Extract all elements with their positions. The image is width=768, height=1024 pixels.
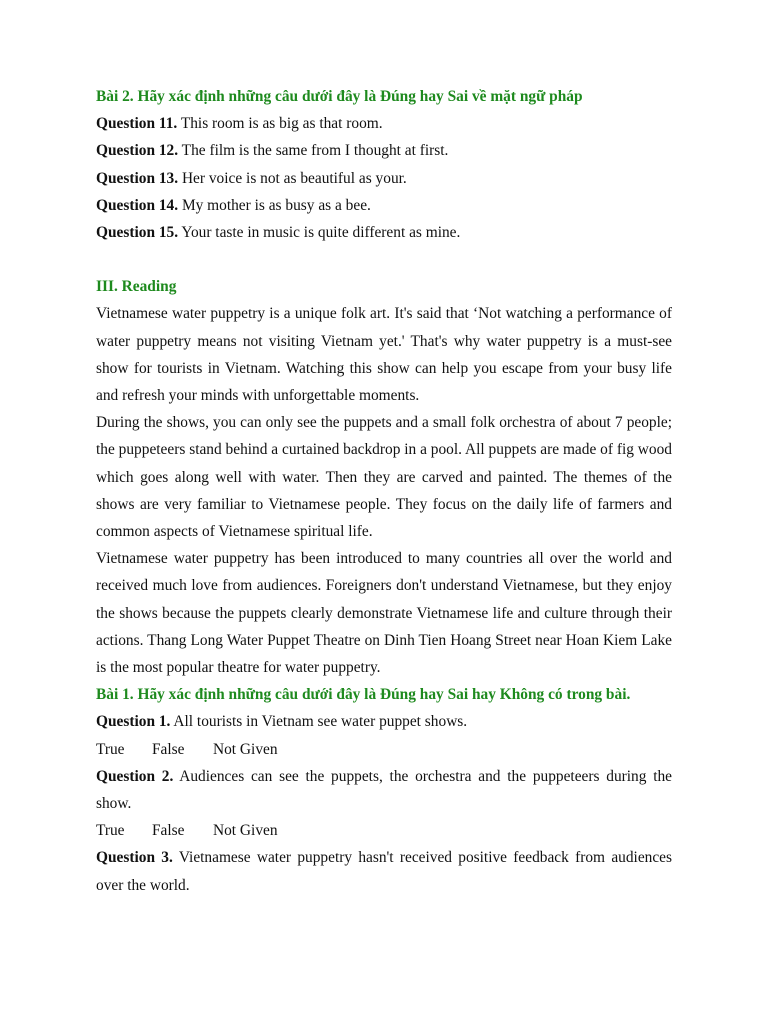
question-text: Your taste in music is quite different as mine. [178,224,461,242]
reading-paragraph-3: Vietnamese water puppetry has been introduced to many countries all over the world and received much love from audiences. Foreigners don't understand Vietnamese, but they enjoy the shows because the puppets clearly demonstrate Vietnamese life and culture through their actions. Thang Long Water Puppet Theatre on Dinh Tien Hoang Street near Hoan Kiem Lake is the most popular theatre for water puppetry. [96,550,672,677]
grammar-question-11 [96,110,672,137]
question-text: Vietnamese water puppetry hasn't received positive feedback from audiences over the world. [96,849,672,894]
question-label: Question 2. [96,767,174,785]
question-label: Question 1. [96,713,171,731]
option-false: False [152,822,185,840]
option-false: False [152,740,185,758]
question-label: Question 13. [96,169,179,187]
tf-question-2 [96,763,672,817]
answer-options [96,736,672,763]
option-not-given: Not Given [213,740,278,758]
spacer [96,246,672,273]
true-false-section-heading: Bài 1. Hãy xác định những câu dưới đây là Đúng hay Sai hay Không có trong bài. [96,686,631,704]
question-label: Question 12. [96,142,179,160]
option-true: True [96,740,125,758]
question-text: Her voice is not as beautiful as your. [178,169,407,187]
question-text: This room is as big as that room. [177,115,383,133]
answer-options [96,817,672,844]
grammar-question-12 [96,137,672,164]
question-label: Question 14. [96,196,179,214]
reading-paragraph-1: Vietnamese water puppetry is a unique folk art. It's said that ‘Not watching a performance of water puppetry means not visiting Vietnam yet.' That's why water puppetry is a must-see show for tourists in Vietnam. Watching this show can help you escape from your busy life and refresh your minds with unforgettable moments. [96,305,672,405]
question-label: Question 15. [96,224,179,242]
option-true: True [96,822,125,840]
reading-paragraph-2: During the shows, you can only see the puppets and a small folk orchestra of about 7 people; the puppeteers stand behind a curtained backdrop in a pool. All puppets are made of fig wood which goes along well with water. Then they are carved and painted. The themes of the shows are very familiar to Vietnamese people. They focus on the daily life of farmers and common aspects of Vietnamese spiritual life. [96,414,672,541]
question-label: Question 11. [96,115,178,133]
grammar-question-14 [96,192,672,219]
question-text: All tourists in Vietnam see water puppet shows. [170,713,468,731]
question-text: Audiences can see the puppets, the orchestra and the puppeteers during the show. [96,767,672,813]
tf-question-1 [96,708,672,735]
option-not-given: Not Given [213,822,278,840]
grammar-section-heading: Bài 2. Hãy xác định những câu dưới đây là Đúng hay Sai về mặt ngữ pháp [96,88,583,105]
grammar-question-13 [96,165,672,192]
question-text: The film is the same from I thought at first. [178,142,449,160]
question-text: My mother is as busy as a bee. [178,196,371,214]
grammar-question-15 [96,219,672,246]
tf-question-3 [96,844,672,898]
question-label: Question 3. [96,849,173,867]
reading-section-heading: III. Reading [96,278,177,296]
